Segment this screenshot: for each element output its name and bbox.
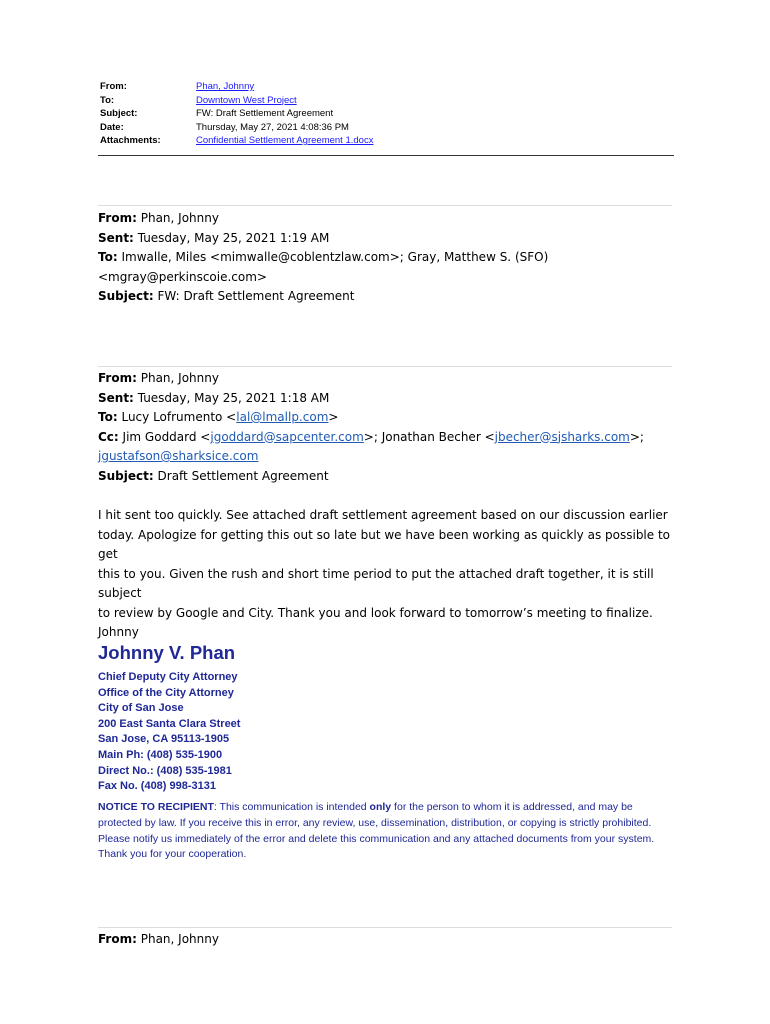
msg1-from-line: From: Phan, Johnny xyxy=(98,211,219,225)
to-email-link[interactable]: lal@lmallp.com xyxy=(236,410,329,424)
header-from-link[interactable]: Phan, Johnny xyxy=(196,81,255,92)
message-divider-2 xyxy=(98,366,672,367)
message-divider-3 xyxy=(98,927,672,928)
header-attachments-row xyxy=(100,134,373,148)
signature-title: Chief Deputy City Attorney xyxy=(98,671,238,683)
msg1-to-line-2: <mgray@perkinscoie.com> xyxy=(98,269,267,284)
header-to-label: To: xyxy=(100,94,115,106)
msg3-from-line: From: Phan, Johnny xyxy=(98,932,219,946)
header-to-row xyxy=(100,94,373,108)
msg2-subject-line: Subject: Draft Settlement Agreement xyxy=(98,468,329,483)
msg2-from-line: From: Phan, Johnny xyxy=(98,371,219,385)
signature-block xyxy=(98,670,240,795)
body-line: to review by Google and City. Thank you and look forward to tomorrow’s meeting to finalize. xyxy=(98,605,653,620)
header-from-label: From: xyxy=(100,81,127,92)
header-date-value: Thursday, May 27, 2021 4:08:36 PM xyxy=(196,121,349,133)
signature-main-phone: Main Ph: (408) 535-1900 xyxy=(98,748,223,761)
msg2-to-line: To: Lucy Lofrumento <lal@lmallp.com> xyxy=(98,410,339,424)
notice-label: NOTICE TO RECIPIENT xyxy=(98,801,214,813)
body-line: today. Apologize for getting this out so late but we have been working as quickly as possible to get xyxy=(98,527,671,561)
cc-email-link-2[interactable]: jbecher@sjsharks.com xyxy=(494,429,630,444)
message-divider-1 xyxy=(98,205,672,206)
signature-fax: Fax No. (408) 998-3131 xyxy=(98,780,217,793)
cc-email-link-3[interactable]: jgustafson@sharksice.com xyxy=(98,449,259,463)
body-line: Johnny xyxy=(98,625,139,639)
cc-email-link-1[interactable]: jgoddard@sapcenter.com xyxy=(210,429,364,444)
forwarded-message-1 xyxy=(98,209,678,307)
signature-citystatezip: San Jose, CA 95113-1905 xyxy=(98,733,230,746)
body-line: I hit sent too quickly. See attached draft settlement agreement based on our discussion earlier xyxy=(98,508,668,522)
signature-direct-phone: Direct No.: (408) 535-1981 xyxy=(98,764,232,777)
forwarded-message-3 xyxy=(98,930,678,950)
header-attachments-label: Attachments: xyxy=(100,135,161,146)
confidentiality-notice: NOTICE TO RECIPIENT: This communication is intended only for the person to whom it is addressed, and may be protected by law. If you receive this in error, any review, use, dissemination, distribution, or copying is strictly prohibited. Please notify us immediately of the error and delete this communication and any attached documents from your system. Thank you for your cooperation. xyxy=(98,801,655,861)
msg2-cc-line: Cc: Jim Goddard <jgoddard@sapcenter.com>; Jonathan Becher <jbecher@sjsharks.com>; xyxy=(98,429,644,444)
header-subject-row xyxy=(100,107,373,121)
msg1-subject-line: Subject: FW: Draft Settlement Agreement xyxy=(98,289,355,303)
header-date-label: Date: xyxy=(100,121,124,133)
email-header xyxy=(100,80,373,148)
header-from-row xyxy=(100,80,373,94)
header-subject-value: FW: Draft Settlement Agreement xyxy=(196,108,334,119)
signature-name: Johnny V. Phan xyxy=(98,642,236,663)
header-to-link[interactable]: Downtown West Project xyxy=(196,94,297,106)
msg1-to-line: To: Imwalle, Miles <mimwalle@coblentzlaw.com>; Gray, Matthew S. (SFO) xyxy=(98,250,549,264)
signature-city: City of San Jose xyxy=(98,702,184,715)
attachment-link[interactable]: Confidential Settlement Agreement 1.docx xyxy=(196,135,374,146)
msg1-sent-line: Sent: Tuesday, May 25, 2021 1:19 AM xyxy=(98,230,330,245)
msg2-sent-line: Sent: Tuesday, May 25, 2021 1:18 AM xyxy=(98,390,330,405)
message-body xyxy=(98,506,678,643)
signature-office: Office of the City Attorney xyxy=(98,686,234,699)
header-subject-label: Subject: xyxy=(100,108,138,119)
signature-street: 200 East Santa Clara Street xyxy=(98,717,241,730)
msg2-cc-line-2 xyxy=(98,447,678,467)
header-date-row xyxy=(100,121,373,135)
body-line: this to you. Given the rush and short time period to put the attached draft together, it is still subject xyxy=(98,566,654,600)
header-divider xyxy=(98,155,674,156)
forwarded-message-2 xyxy=(98,369,678,486)
